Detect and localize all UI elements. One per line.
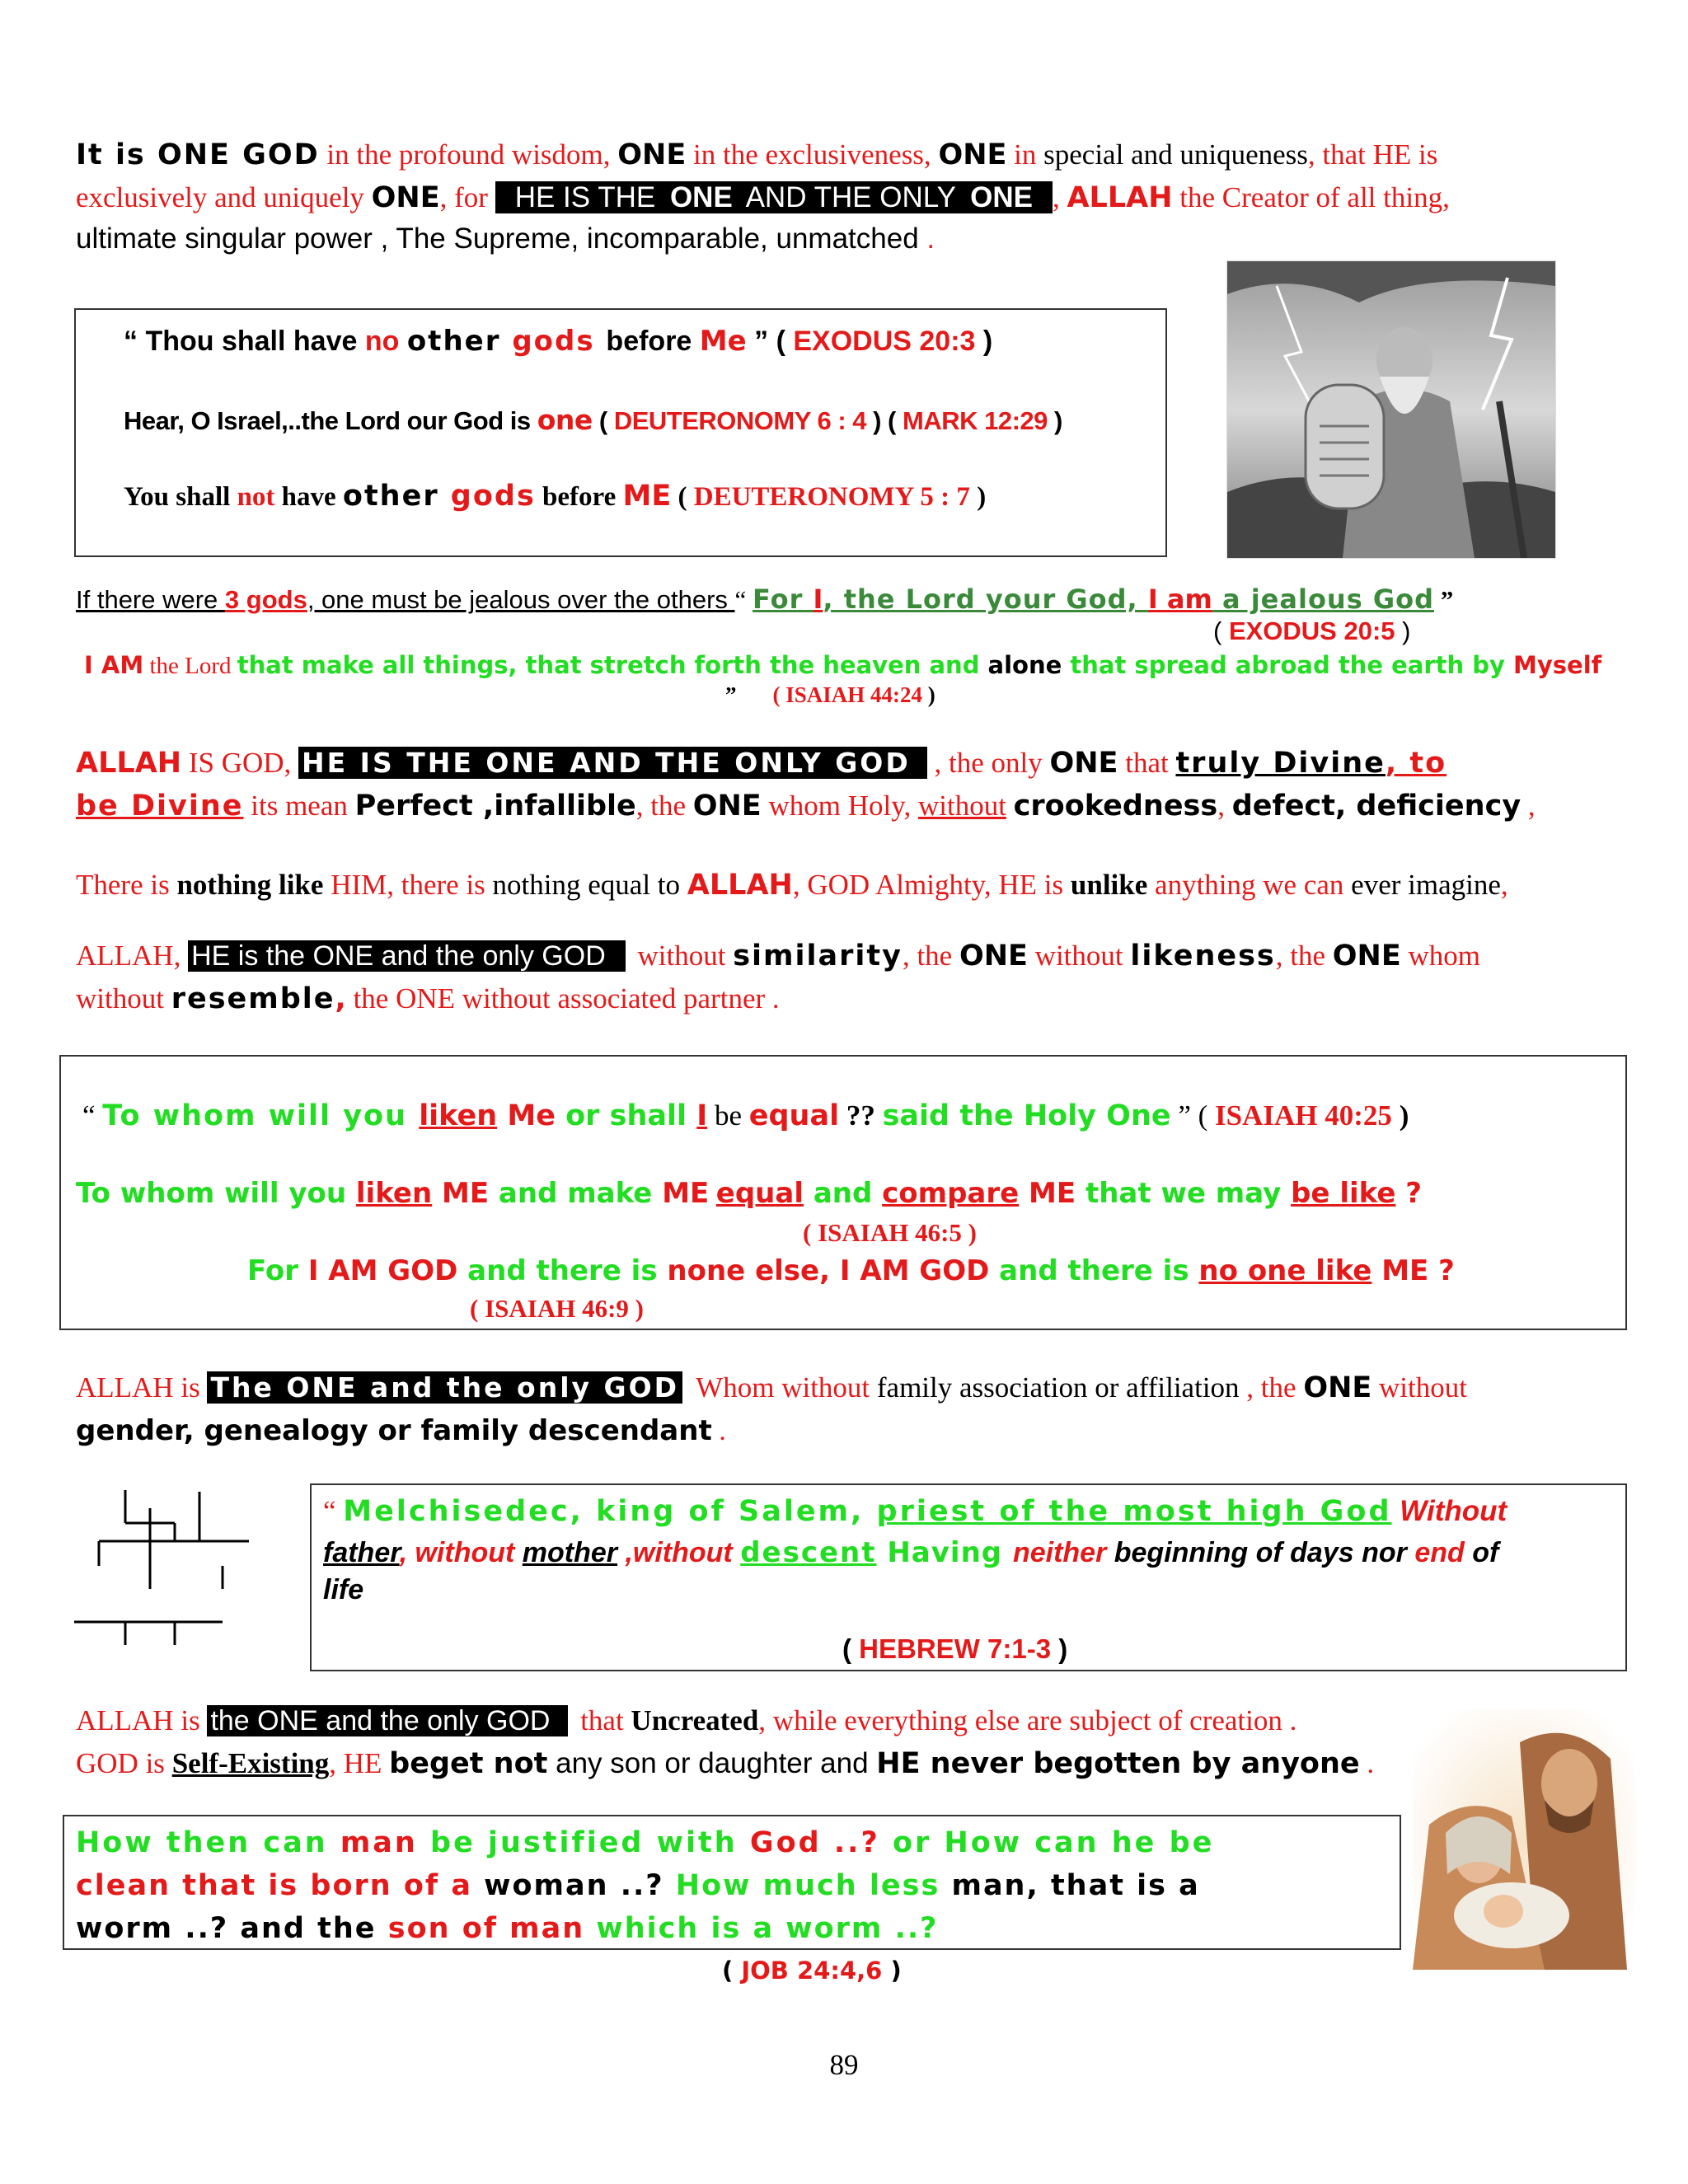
isaiah-46-9-ref: ( ISAIAH 46:9 ) [470,1294,644,1323]
without-similarity-line-2: without resemble, the ONE without associated partner . [76,982,780,1015]
isaiah-44-24-quote: I AM the Lord that make all things, that stretch forth the heaven and alone that spread abroad the earth by Myself [84,651,1602,679]
without-similarity-line-1: ALLAH, HE is the ONE and the only GOD without similarity, the ONE without likeness, the ONE whom [76,940,1480,972]
intro-line-3: ultimate singular power , The Supreme, incomparable, unmatched . [76,223,935,255]
allah-is-god-line-1: ALLAH IS GOD, HE IS THE ONE AND THE ONLY GOD , the only ONE that truly Divine, to [76,747,1447,780]
isaiah-44-24-ref: ” ( ISAIAH 44:24 ) [725,682,935,707]
isaiah-46-5-ref: ( ISAIAH 46:5 ) [803,1218,977,1247]
deuteronomy-6-4-quote: Hear, O Israel,..the Lord our God is one ( DEUTERONOMY 6 : 4 ) ( MARK 12:29 ) [124,404,1062,436]
intro-line-1: It is ONE GOD in the profound wisdom, ONE in the exclusiveness, ONE in special and uniqueness, that HE is [76,138,1438,171]
job-line-2: clean that is born of a woman ..? How much less man, that is a [76,1869,1200,1902]
uncreated-line: ALLAH is the ONE and the only GOD that Uncreated, while everything else are subject of creation . [76,1704,1297,1736]
allah-is-god-line-2: be Divine its mean Perfect ,infallible, the ONE whom Holy, without crookedness, defect, deficiency , [76,790,1536,823]
moses-with-tablets-image [1226,260,1556,559]
job-line-3: worm ..? and the son of man which is a worm ..? [76,1912,939,1945]
intro-line-2: exclusively and uniquely ONE, for HE IS THE ONE AND THE ONLY ONE , ALLAH the Creator of all thing, [76,181,1450,214]
isaiah-40-25-quote: “ To whom will you liken Me or shall I be equal ?? said the Holy One ” ( ISAIAH 40:25 ) [82,1099,1409,1132]
family-illustration [1413,1709,1635,1970]
family-association-line-1: ALLAH is The ONE and the only GOD Whom without family association or affiliation , the ONE without [76,1371,1467,1404]
glyph-lines-icon [71,1483,252,1648]
isaiah-46-5-quote: To whom will you liken ME and make ME equal and compare ME that we may be like ? [76,1177,1422,1210]
exodus-20-3-quote: “ Thou shall have no other gods before Me ” ( EXODUS 20:3 ) [124,325,993,358]
job-ref: ( JOB 24:4,6 ) [722,1957,902,1985]
melchisedec-line-2: father, without mother ,without descent Having neither beginning of days nor end of [323,1536,1499,1569]
nothing-like-him-line: There is nothing like HIM, there is nothing equal to ALLAH, GOD Almighty, HE is unlike anything we can ever imagine, [76,869,1508,902]
self-existing-line: GOD is Self-Existing, HE beget not any son or daughter and HE never begotten by anyone . [76,1747,1375,1780]
moses-illustration [1227,261,1555,558]
mother-and-child-image [1413,1709,1635,1970]
exodus-20-5-ref: ( EXODUS 20:5 ) [1213,616,1411,645]
line-glyph-symbol [71,1483,252,1648]
melchisedec-line-3: life [323,1574,364,1605]
isaiah-46-9-quote: For I AM GOD and there is none else, I AM GOD and there is no one like ME ? [247,1254,1455,1287]
hebrew-7-ref: ( HEBREW 7:1-3 ) [842,1633,1068,1664]
melchisedec-line-1: “ Melchisedec, king of Salem, priest of the most high God Without [323,1495,1507,1528]
page-number: 89 [829,2049,859,2081]
deuteronomy-5-7-quote: You shall not have other gods before ME ( DEUTERONOMY 5 : 7 ) [124,480,987,513]
family-association-line-2: gender, genealogy or family descendant . [76,1414,726,1447]
job-line-1: How then can man be justified with God ..? or How can he be [76,1826,1215,1859]
jealous-line-1: If there were 3 gods, one must be jealous over the others “ For I, the Lord your God, I am a jealous God ” [76,583,1454,615]
